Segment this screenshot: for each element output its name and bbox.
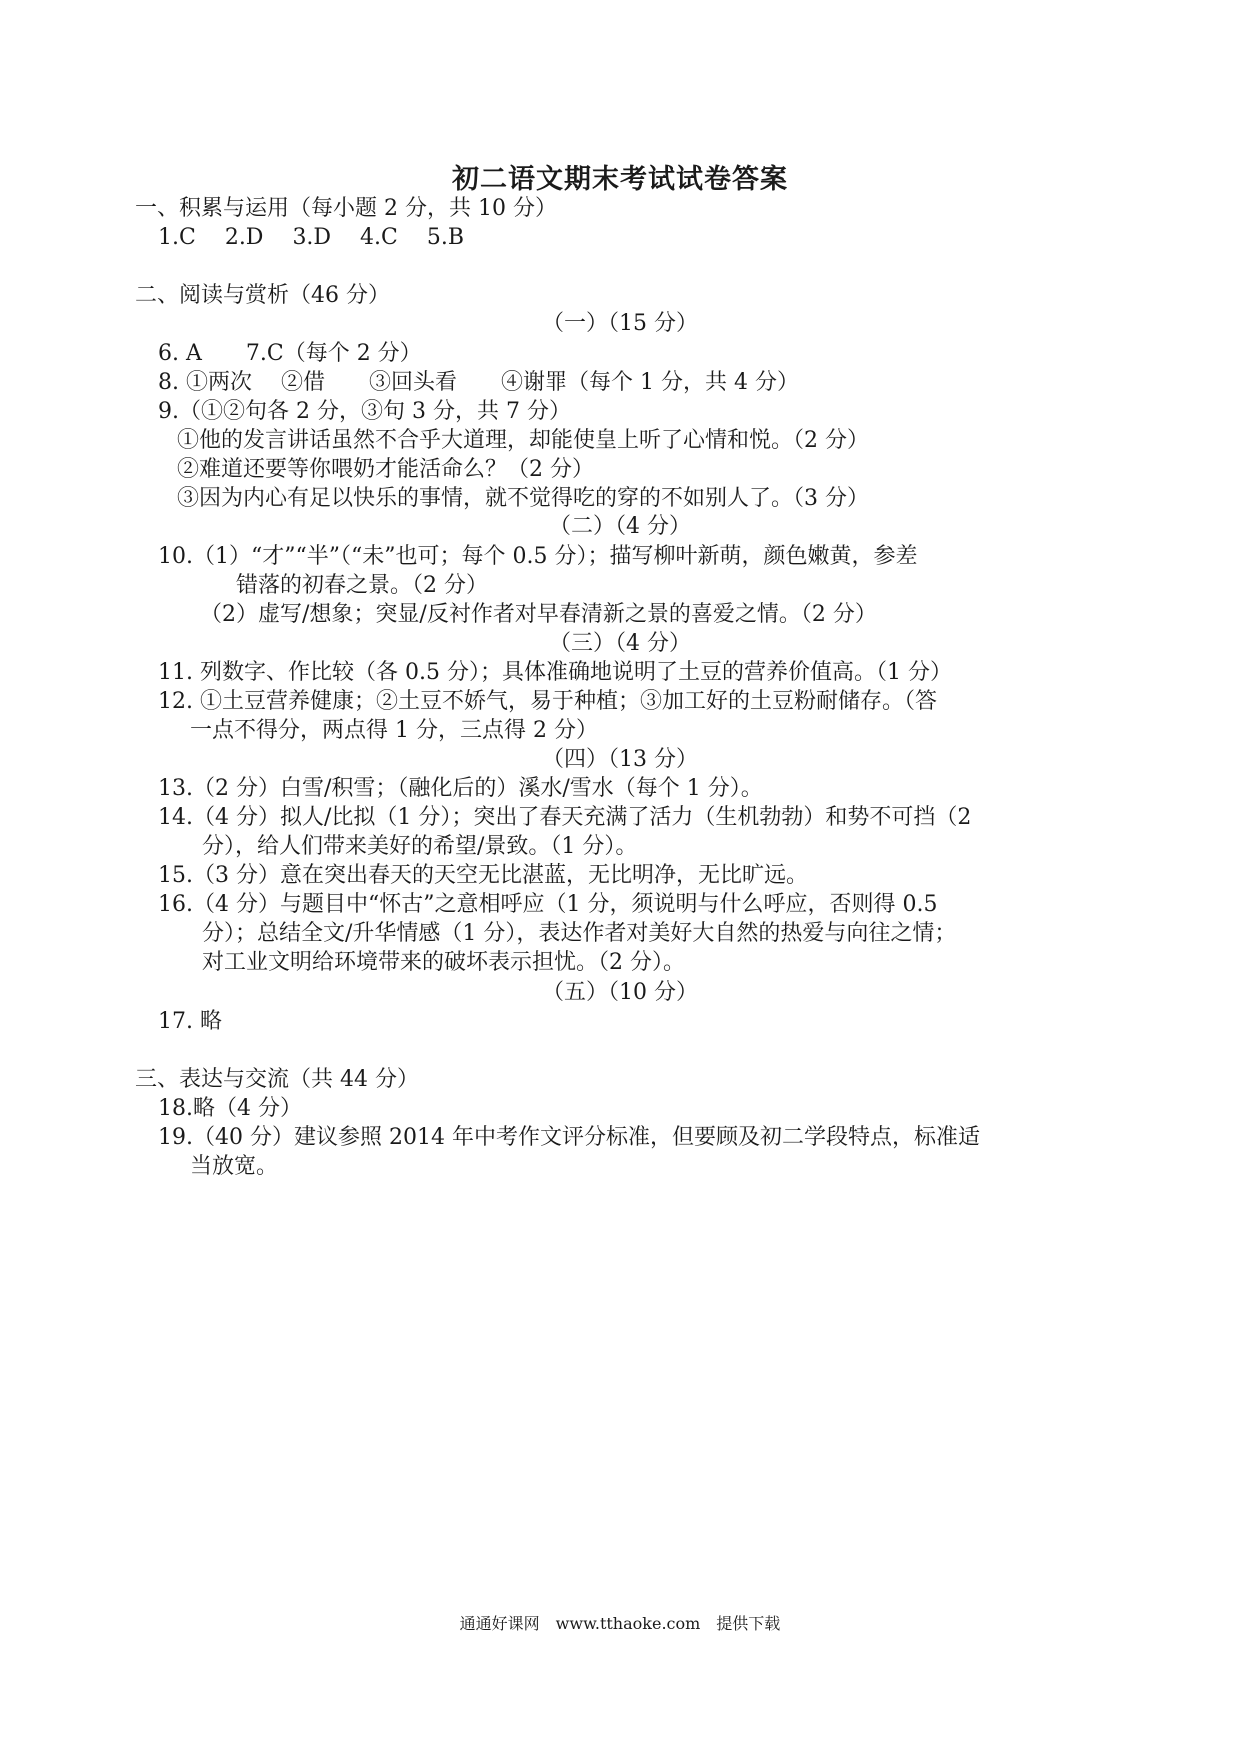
answer-line: 16.（4 分）与题目中“怀古”之意相呼应（1 分，须说明与什么呼应，否则得 0.5 (158, 892, 938, 917)
answer-line: 一点不得分，两点得 1 分，三点得 2 分） (190, 718, 598, 743)
page-title: 初二语文期末考试试卷答案 (452, 164, 788, 195)
subsection-label: （三）（4 分） (549, 631, 691, 656)
answer-line: 12. ①土豆营养健康；②土豆不娇气，易于种植；③加工好的土豆粉耐储存。（答 (158, 689, 937, 714)
answer-line: （2）虚写/想象；突显/反衬作者对早春清新之景的喜爱之情。（2 分） (200, 602, 877, 627)
answer-line: 8. ①两次 ②借 ③回头看 ④谢罪（每个 1 分，共 4 分） (158, 370, 799, 395)
answer-line: 分）；总结全文/升华情感（1 分），表达作者对美好大自然的热爱与向往之情； (202, 921, 957, 946)
answer-line: 6. A 7.C（每个 2 分） (158, 341, 422, 366)
footer-credit: 通通好课网 www.tthaoke.com 提供下载 (459, 1614, 781, 1633)
answer-line: 19.（40 分）建议参照 2014 年中考作文评分标准，但要顾及初二学段特点，标准适 (158, 1125, 980, 1150)
answer-line: 9.（①②句各 2 分，③句 3 分，共 7 分） (158, 399, 571, 424)
answer-line: 17. 略 (158, 1009, 222, 1034)
subsection-label: （四）（13 分） (542, 747, 698, 772)
answer-line: 10.（1）“才”“半”（“未”也可；每个 0.5 分）；描写柳叶新萌，颜色嫩黄，参差 (158, 544, 918, 569)
answer-line: 对工业文明给环境带来的破坏表示担忧。（2 分）。 (202, 950, 685, 975)
section-heading-1: 一、积累与运用（每小题 2 分，共 10 分） (135, 196, 557, 221)
answer-line: 11. 列数字、作比较（各 0.5 分）；具体准确地说明了土豆的营养价值高。（1 分） (158, 660, 952, 685)
subsection-label: （五）（10 分） (542, 980, 698, 1005)
answer-line: 13.（2 分）白雪/积雪；（融化后的）溪水/雪水（每个 1 分）。 (158, 776, 763, 801)
answer-line: ②难道还要等你喂奶才能活命么？（2 分） (177, 457, 594, 482)
answer-line: 1.C 2.D 3.D 4.C 5.B (158, 225, 465, 250)
answer-line: 18.略（4 分） (158, 1096, 302, 1121)
section-heading-2: 二、阅读与赏析（46 分） (135, 283, 390, 308)
answer-line: ③因为内心有足以快乐的事情，就不觉得吃的穿的不如别人了。（3 分） (177, 486, 869, 511)
answer-line: 15.（3 分）意在突出春天的天空无比湛蓝，无比明净，无比旷远。 (158, 863, 808, 888)
answer-line: 分），给人们带来美好的希望/景致。（1 分）。 (202, 834, 638, 859)
section-heading-3: 三、表达与交流（共 44 分） (135, 1067, 419, 1092)
answer-line: 当放宽。 (190, 1154, 279, 1179)
answer-line: 14.（4 分）拟人/比拟（1 分）；突出了春天充满了活力（生机勃勃）和势不可挡（2 (158, 805, 972, 830)
answer-line: ①他的发言讲话虽然不合乎大道理，却能使皇上听了心情和悦。（2 分） (177, 428, 869, 453)
subsection-label: （一）（15 分） (542, 311, 698, 336)
answer-line: 错落的初春之景。（2 分） (236, 573, 488, 598)
subsection-label: （二）（4 分） (549, 514, 691, 539)
